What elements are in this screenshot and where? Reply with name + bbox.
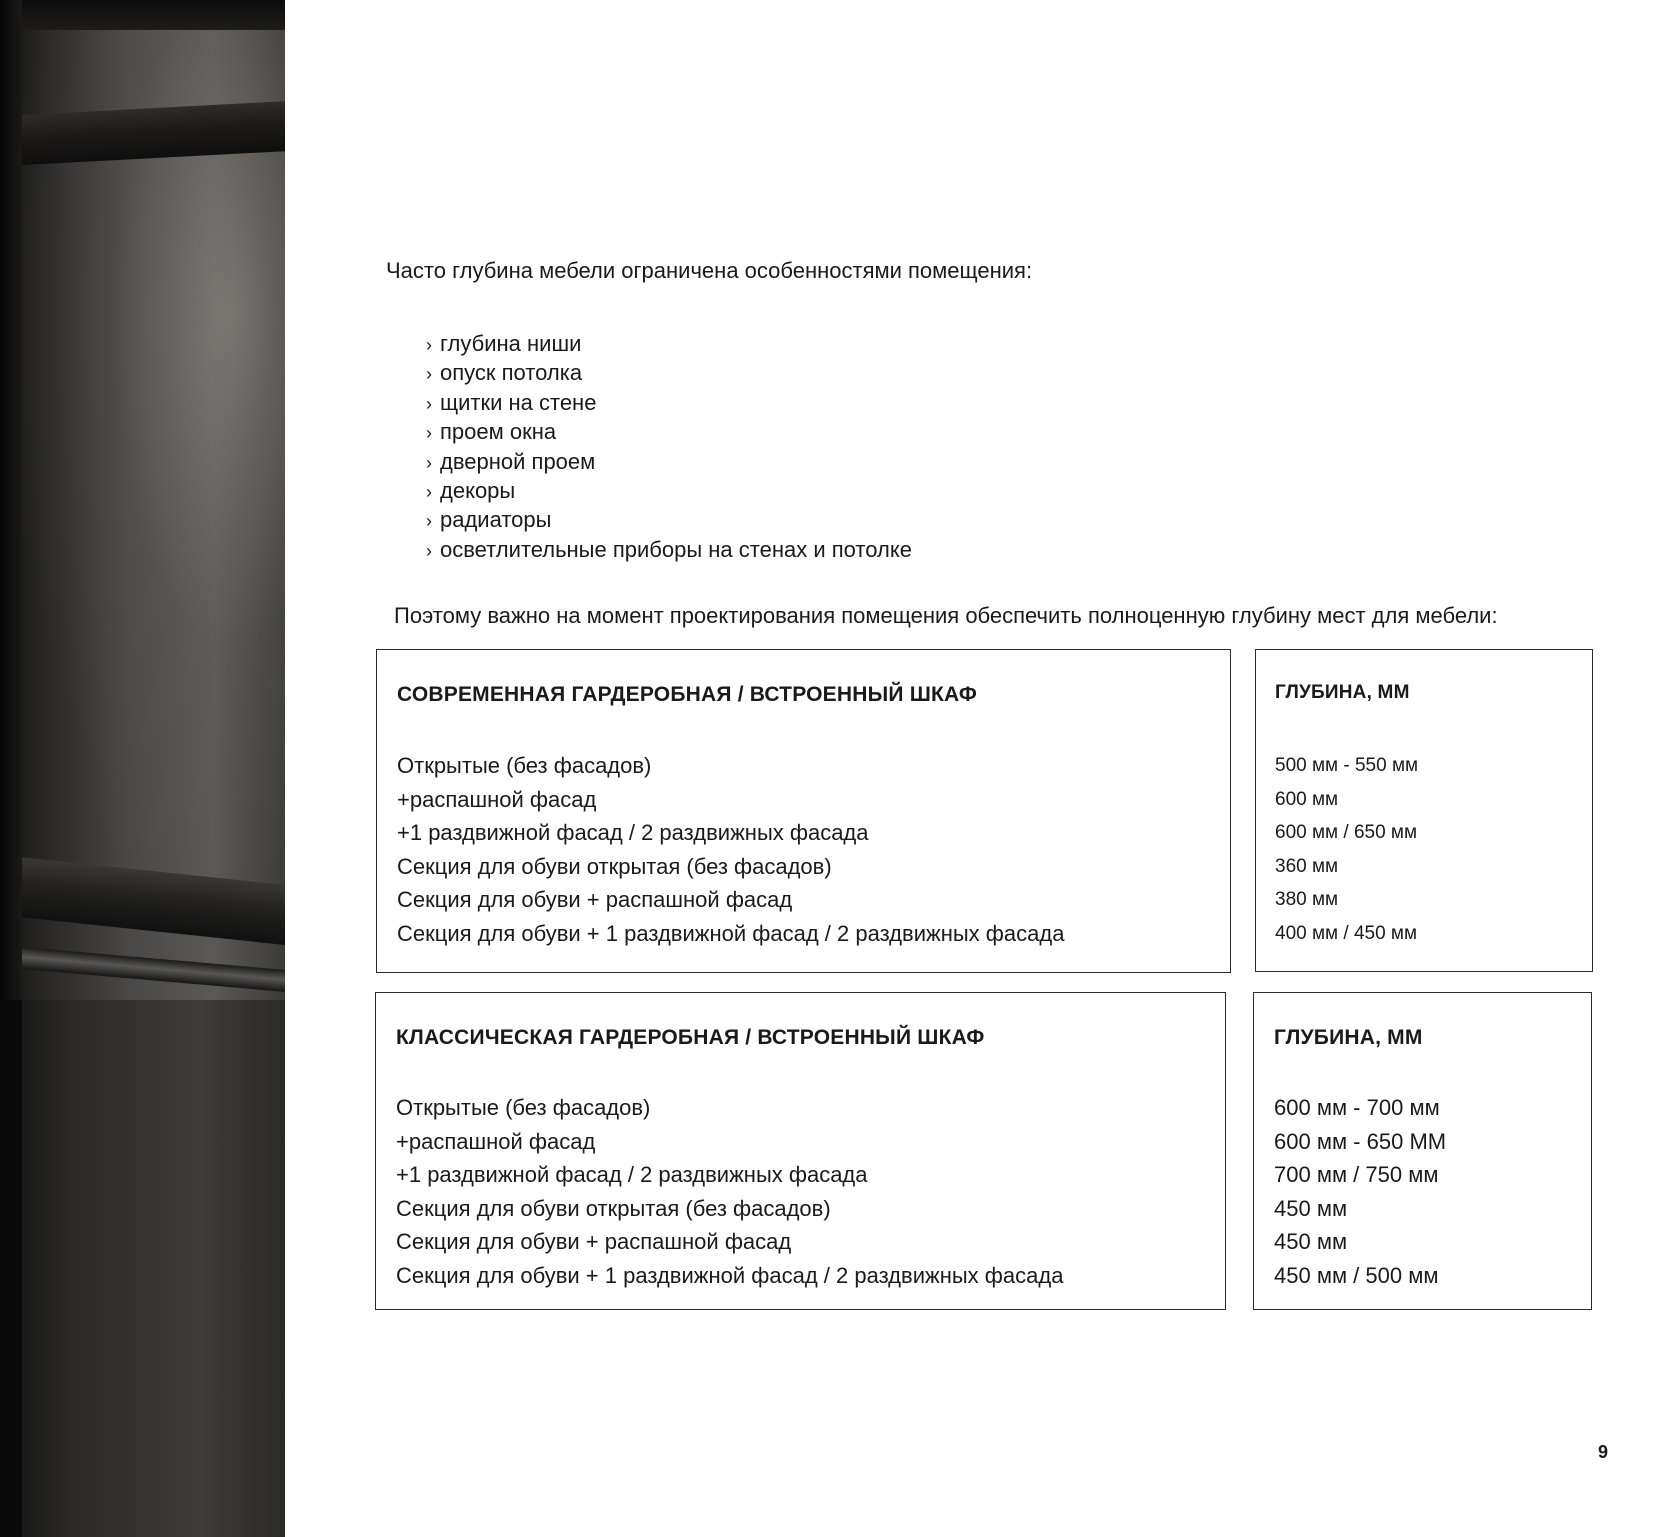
modern-depth-list	[1275, 749, 1418, 951]
photo-lower-post	[0, 1000, 22, 1537]
classic-depth-list	[1274, 1091, 1446, 1293]
list-item: Секция для обуви + распашной фасад	[397, 887, 793, 913]
list-item: 400 мм / 450 мм	[1275, 922, 1418, 944]
modern-wardrobe-box	[376, 649, 1231, 973]
list-item: +распашной фасад	[396, 1128, 596, 1154]
list-item: Открытые (без фасадов)	[396, 1095, 651, 1120]
classic-wardrobe-box	[375, 992, 1226, 1310]
list-item: Открытые (без фасадов)	[397, 753, 652, 778]
list-item: 700 мм / 750 мм	[1274, 1162, 1439, 1188]
modern-options-list	[397, 749, 1064, 951]
chevron-right-icon: ›	[426, 452, 432, 473]
list-item: › проем окна	[426, 418, 912, 447]
list-item: +1 раздвижной фасад / 2 раздвижных фасада	[396, 1162, 868, 1188]
list-item: +распашной фасад	[397, 786, 597, 812]
list-item: 450 мм / 500 мм	[1274, 1262, 1439, 1288]
wardrobe-photo	[0, 0, 285, 1537]
list-item: Секция для обуви открытая (без фасадов)	[397, 853, 832, 879]
list-item: 360 мм	[1275, 855, 1339, 877]
list-item: › опуск потолка	[426, 359, 912, 388]
list-item: 600 мм	[1275, 788, 1339, 810]
list-item: › радиаторы	[426, 506, 912, 535]
intro-text: Часто глубина мебели ограничена особенностями помещения:	[386, 258, 1033, 283]
chevron-right-icon: ›	[426, 335, 432, 355]
list-item: 500 мм - 550 мм	[1275, 755, 1419, 776]
list-item: 600 мм - 650 ММ	[1274, 1128, 1447, 1154]
list-item: 450 мм	[1274, 1229, 1348, 1255]
list-item: 450 мм	[1274, 1195, 1348, 1221]
list-item: +1 раздвижной фасад / 2 раздвижных фасада	[397, 820, 869, 846]
list-item: › глубина ниши	[426, 330, 912, 359]
photo-lower-panel	[0, 1000, 285, 1537]
chevron-right-icon: ›	[426, 393, 432, 414]
photo-top-edge	[0, 0, 285, 30]
list-item: Секция для обуви + распашной фасад	[396, 1229, 792, 1255]
constraints-list	[426, 330, 912, 565]
list-item: 600 мм - 700 мм	[1274, 1095, 1440, 1120]
list-item: 380 мм	[1275, 889, 1339, 911]
chevron-right-icon: ›	[426, 482, 432, 503]
classic-wardrobe-title: КЛАССИЧЕСКАЯ ГАРДЕРОБНАЯ / ВСТРОЕННЫЙ ШКАФ	[396, 1026, 985, 1049]
modern-depth-title: ГЛУБИНА, ММ	[1275, 682, 1410, 703]
chevron-right-icon: ›	[426, 364, 432, 385]
list-item: Секция для обуви + 1 раздвижной фасад / 2 раздвижных фасада	[397, 920, 1065, 946]
classic-options-list	[396, 1091, 1063, 1293]
chevron-right-icon: ›	[426, 423, 432, 444]
list-item: Секция для обуви открытая (без фасадов)	[396, 1195, 831, 1221]
modern-wardrobe-title: СОВРЕМЕННАЯ ГАРДЕРОБНАЯ / ВСТРОЕННЫЙ ШКАФ	[397, 683, 977, 706]
list-item: › дверной проем	[426, 448, 912, 477]
modern-depth-box	[1255, 649, 1593, 972]
list-item: 600 мм / 650 мм	[1275, 822, 1418, 844]
list-item: Секция для обуви + 1 раздвижной фасад / 2 раздвижных фасада	[396, 1262, 1064, 1288]
classic-depth-box	[1253, 992, 1592, 1310]
classic-depth-title: ГЛУБИНА, ММ	[1274, 1026, 1423, 1049]
list-item: › декоры	[426, 477, 912, 506]
chevron-right-icon: ›	[426, 511, 432, 532]
page-number: 9	[1598, 1442, 1609, 1462]
chevron-right-icon: ›	[426, 540, 432, 561]
list-item: › щитки на стене	[426, 389, 912, 418]
list-item: › осветлительные приборы на стенах и потолке	[426, 536, 912, 565]
photo-hanging-rod	[0, 945, 285, 992]
note-text: Поэтому важно на момент проектирования помещения обеспечить полноценную глубину мест для мебели:	[394, 603, 1498, 628]
